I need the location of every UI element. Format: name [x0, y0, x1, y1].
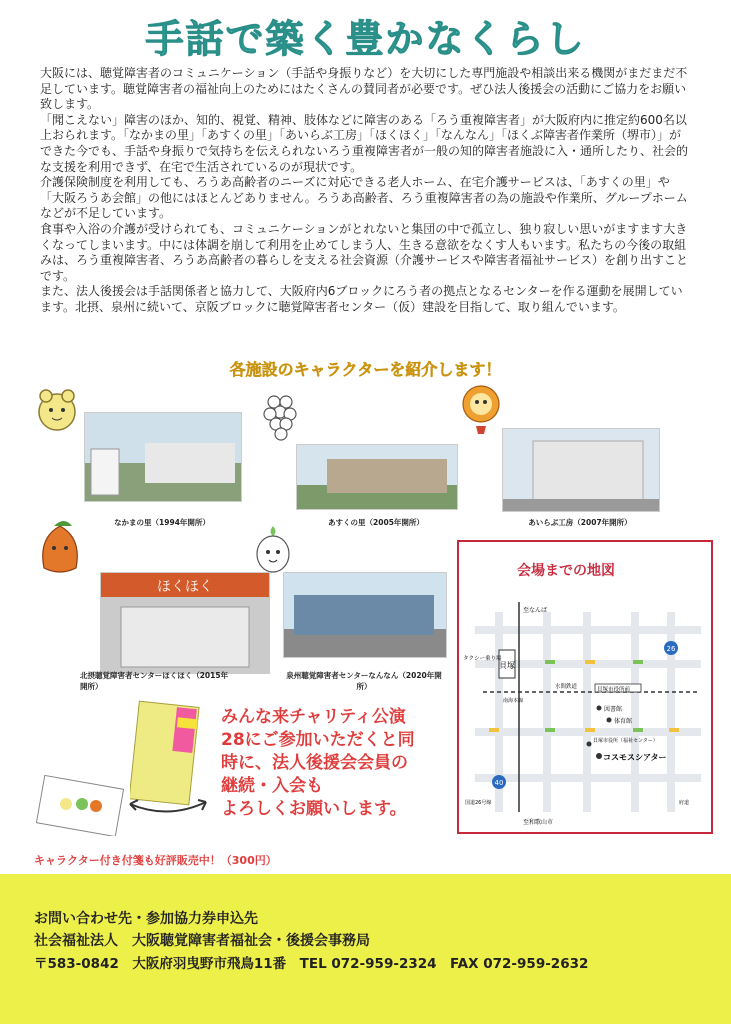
map-nankai-label: 南海本線: [503, 698, 524, 704]
map-direction-bottom: 至和歌山市: [523, 819, 554, 826]
appeal-line: 時に、法人後援会会員の: [221, 753, 408, 773]
hokuhoku-sign: ほくほく: [157, 579, 213, 595]
map-venue-label: コスモスシアター: [603, 753, 667, 762]
map-right-road-label: 府道: [679, 800, 690, 806]
facility-photo-hokuhoku: [100, 572, 270, 674]
facility-caption: なかまの里（1994年開所）: [114, 518, 210, 527]
facility-caption: あいらぶ工房（2007年開所）: [528, 518, 632, 527]
facility-photo-asuku: [296, 444, 458, 510]
sticky-note-product-icon: [130, 698, 200, 806]
facility-photo-ilove: [502, 428, 660, 512]
facility-photo-nakama: [84, 412, 242, 502]
footer-address-phone: 〒583-0842 大阪府羽曳野市飛鳥11番 TEL 072-959-2324 FAX 072-959-2632: [34, 956, 589, 972]
footer-organization: 社会福祉法人 大阪聴覚障害者福祉会・後援会事務局: [34, 933, 370, 949]
map-gym-label: 体育館: [614, 718, 633, 725]
appeal-line: みんな来チャリティ公演: [221, 707, 406, 727]
page-title: 手話で築く豊かなくらし: [145, 17, 586, 61]
leaf-character-icon: [34, 518, 86, 576]
facility-photo-nannan: [283, 572, 447, 658]
bear-character-icon: [32, 384, 82, 434]
body-paragraph: 介護保険制度を利用しても、ろうあ高齢者のニーズに対応できる老人ホーム、在宅介護サービスは、「あすくの里」や「大阪ろうあ会館」の他にはほとんどありません。ろうあ高齢者、ろう重複障害者の為の施設や作業所、グループホームなどが不足しています。: [40, 175, 688, 221]
map-railway-label: 水間鉄道: [555, 684, 578, 690]
map-left-road-label: 国道26号線: [465, 800, 492, 806]
map-cityhall-front-label: 貝塚市役所前: [597, 687, 631, 693]
map-title: 会場までの地図: [517, 563, 615, 579]
charity-appeal: [221, 706, 456, 821]
venue-map: [457, 540, 713, 834]
appeal-line: 28にご参加いただくと同: [221, 730, 415, 750]
map-library-label: 図書館: [604, 706, 623, 713]
facility-caption: 泉州聴覚障害者センターなんなん（2020年開所）: [286, 671, 442, 691]
body-paragraph: 食事や入浴の介護が受けられても、コミュニケーションがとれないと集団の中で孤立し、独り寂しい思いがますます大きくなってしまいます。中には体調を崩して利用を止めてしまう人、生きる意欲をなくす人もいます。私たちの今後の取組みは、ろう重複障害者、ろうあ高齢者の暮らしを支える社会資源（介護サービスや障害者福祉サービス）を創り出すことです。: [40, 221, 689, 283]
facility-caption: 北摂聴覚障害者センターほくほく（2015年開所）: [80, 671, 229, 691]
map-taxi-label: タクシー乗り場: [463, 656, 502, 662]
appeal-line: よろしくお願いします。: [221, 799, 407, 819]
map-direction-top: 至なんば: [523, 607, 548, 614]
appeal-line: 継続・入会も: [221, 776, 323, 796]
map-station-label: 貝塚: [499, 661, 515, 670]
sticky-note-card-icon: [36, 774, 124, 836]
contact-footer: [0, 874, 731, 1024]
body-text: [40, 66, 692, 316]
character-intro-heading: 各施設のキャラクターを紹介します！: [229, 360, 502, 379]
map-cityhall-label: 貝塚市役所（福祉センター）: [593, 738, 658, 744]
footer-contact-heading: お問い合わせ先・参加協力券申込先: [34, 911, 258, 927]
body-paragraph: 「聞こえない」障害のほか、知的、視覚、精神、肢体などに障害のある「ろう重複障害者」が大阪府内に推定約600名以上おられます。「なかまの里」「あすくの里」「あいらぶ工房」「ほくほく」「なんなん」「ほくぶ障害者作業所（堺市）」ができた今でも、手話や身振りで気持ちを伝えられないろう重複障害者が一般の知的障害者施設に入・通所したり、社会的な支援を利用できず、在宅で生活されているのが現状です。: [40, 112, 689, 174]
route-40-badge: 40: [494, 779, 504, 787]
facility-caption: あすくの里（2005年開所）: [328, 518, 424, 527]
route-26-badge: 26: [666, 645, 676, 653]
body-paragraph: 大阪には、聴覚障害者のコミュニケーション（手話や身振りなど）を大切にした専門施設や相談出来る機関がまだまだ不足しています。聴覚障害者の福祉向上のためにはたくさんの賛同者が必要です。ぜひ法人後援会の活動にご協力をお願い致します。: [40, 66, 688, 112]
sticky-note-sale-text: キャラクター付き付箋も好評販売中！（300円）: [34, 854, 277, 867]
body-paragraph: また、法人後援会は手話関係者と協力して、大阪府内6ブロックにろう者の拠点となるセンターを作る運動を展開しています。北摂、泉州に続いて、京阪ブロックに聴覚障害者センター（仮）建設を目指して、取り組んでいます。: [40, 284, 683, 314]
lion-character-icon: [458, 382, 504, 434]
double-arrow-icon: [124, 792, 212, 822]
grape-character-icon: [262, 390, 302, 442]
